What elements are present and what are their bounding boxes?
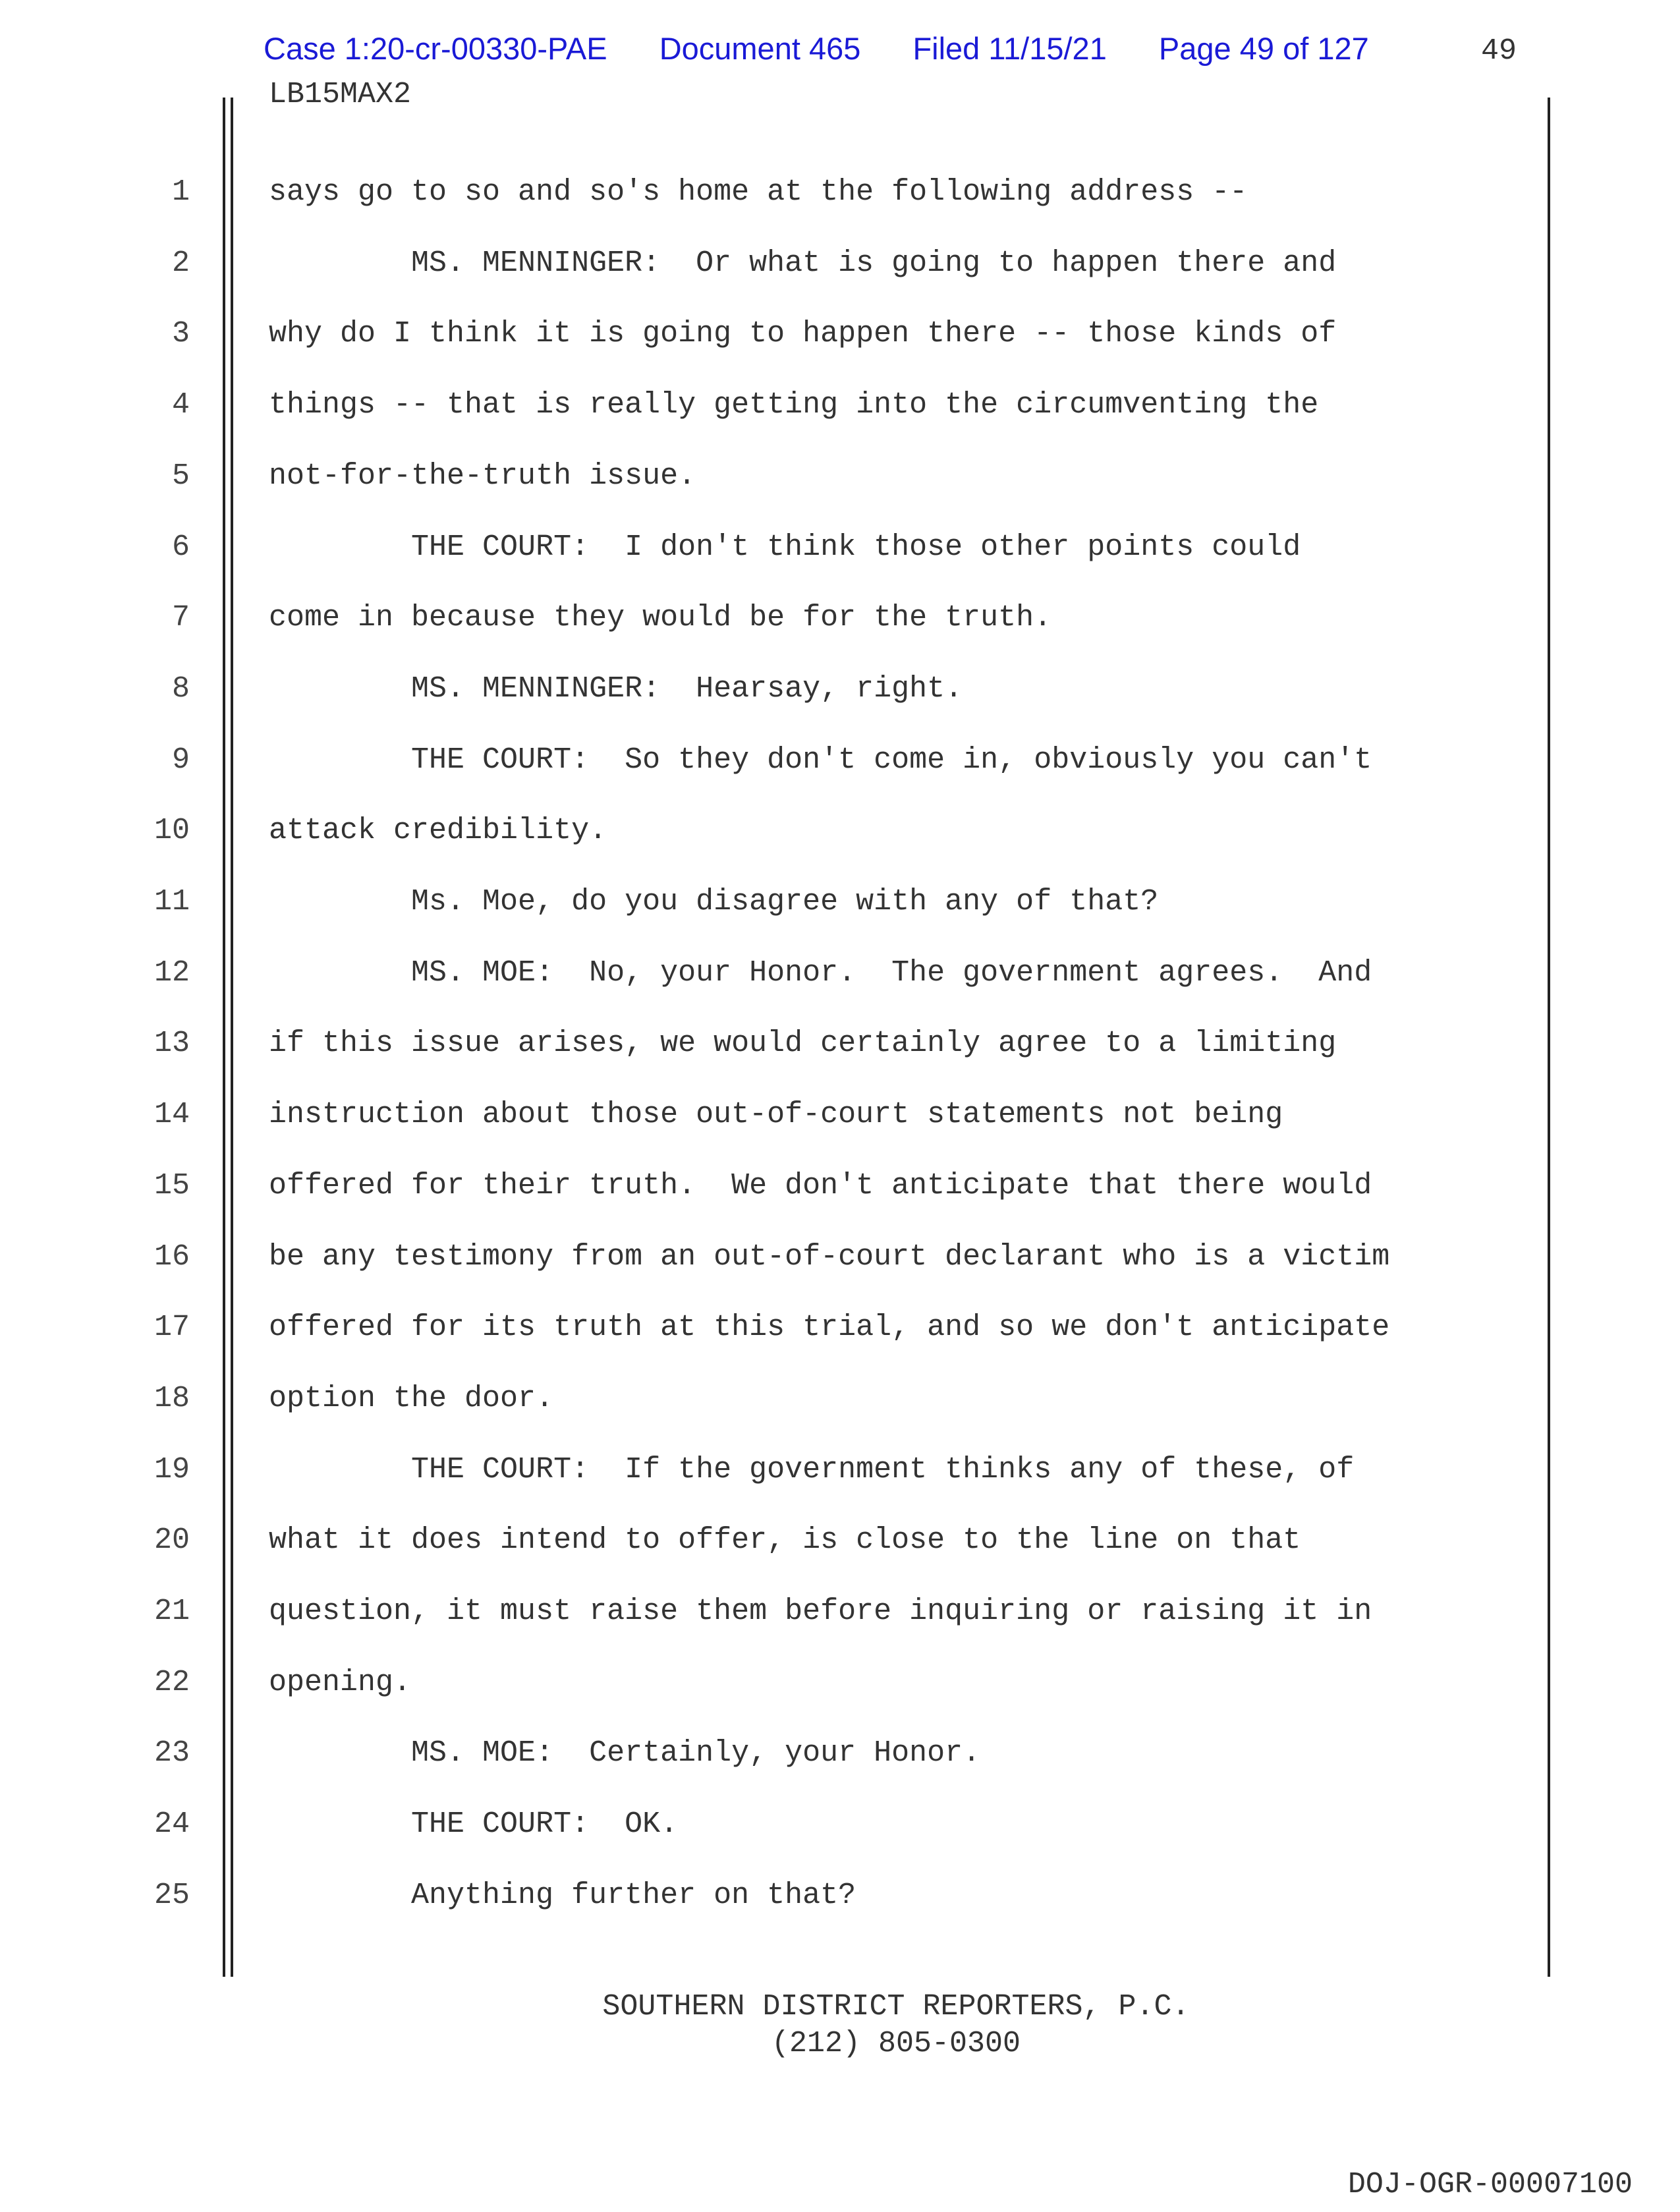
- transcript-line: [0, 1523, 1680, 1563]
- line-text: instruction about those out-of-court statements not being: [269, 1098, 1283, 1131]
- line-text: attack credibility.: [269, 814, 607, 847]
- transcript-id: LB15MAX2: [269, 78, 412, 111]
- transcript-line: [0, 1879, 1680, 1918]
- line-text: Anything further on that?: [269, 1879, 856, 1912]
- transcript-line: [0, 1595, 1680, 1634]
- line-number: 24: [154, 1807, 190, 1841]
- line-number: 9: [171, 743, 190, 777]
- line-number: 19: [154, 1453, 190, 1487]
- line-text: THE COURT: OK.: [269, 1807, 679, 1841]
- line-text: come in because they would be for the truth.: [269, 601, 1052, 635]
- line-number: 23: [154, 1736, 190, 1770]
- transcript-line: [0, 1027, 1680, 1066]
- line-number: 20: [154, 1523, 190, 1557]
- line-text: why do I think it is going to happen there -- those kinds of: [269, 317, 1337, 351]
- line-number: 4: [171, 388, 190, 422]
- line-number: 17: [154, 1311, 190, 1344]
- line-text: MS. MENNINGER: Hearsay, right.: [269, 672, 963, 706]
- line-text: option the door.: [269, 1382, 554, 1415]
- line-text: MS. MOE: Certainly, your Honor.: [269, 1736, 981, 1770]
- line-number: 15: [154, 1169, 190, 1203]
- line-text: MS. MENNINGER: Or what is going to happen there and: [269, 246, 1337, 280]
- ecf-header: [264, 30, 1369, 67]
- transcript-line: [0, 1666, 1680, 1705]
- line-number: 3: [171, 317, 190, 351]
- line-number: 13: [154, 1027, 190, 1060]
- transcript-line: [0, 1098, 1680, 1137]
- line-number: 16: [154, 1240, 190, 1274]
- line-text: THE COURT: I don't think those other points could: [269, 530, 1301, 564]
- line-number: 1: [171, 175, 190, 209]
- transcript-line: [0, 743, 1680, 783]
- page-of-total: Page 49 of 127: [1158, 31, 1369, 66]
- transcript-line: [0, 1311, 1680, 1350]
- case-number: Case 1:20-cr-00330-PAE: [264, 31, 607, 66]
- line-text: THE COURT: If the government thinks any of these, of: [269, 1453, 1355, 1487]
- line-number: 25: [154, 1879, 190, 1912]
- transcript-line: [0, 459, 1680, 499]
- transcript-line: [0, 601, 1680, 640]
- line-number: 21: [154, 1595, 190, 1628]
- filed-date: Filed 11/15/21: [912, 31, 1107, 66]
- transcript-line: [0, 175, 1680, 215]
- reporter-phone: (212) 805-0300: [771, 2027, 1021, 2060]
- line-text: MS. MOE: No, your Honor. The government agrees. And: [269, 956, 1372, 990]
- line-number: 11: [154, 885, 190, 919]
- line-number: 14: [154, 1098, 190, 1131]
- line-number: 2: [171, 246, 190, 280]
- transcript-line: [0, 530, 1680, 570]
- transcript-line: [0, 1169, 1680, 1208]
- transcript-line: [0, 317, 1680, 356]
- line-text: offered for their truth. We don't anticipate that there would: [269, 1169, 1372, 1203]
- transcript-line: [0, 885, 1680, 924]
- line-number: 18: [154, 1382, 190, 1415]
- footer: [0, 1989, 1680, 2062]
- transcript-line: [0, 388, 1680, 428]
- line-number: 5: [171, 459, 190, 493]
- line-text: not-for-the-truth issue.: [269, 459, 696, 493]
- line-number: 8: [171, 672, 190, 706]
- reporter-name: SOUTHERN DISTRICT REPORTERS, P.C.: [602, 1990, 1190, 2024]
- transcript-line: [0, 1453, 1680, 1492]
- transcript-line: [0, 1240, 1680, 1280]
- transcript-line: [0, 1807, 1680, 1847]
- line-text: THE COURT: So they don't come in, obviously you can't: [269, 743, 1372, 777]
- line-number: 7: [171, 601, 190, 635]
- line-number: 22: [154, 1666, 190, 1699]
- line-text: question, it must raise them before inquiring or raising it in: [269, 1595, 1372, 1628]
- line-text: opening.: [269, 1666, 412, 1699]
- document-number: Document 465: [659, 31, 861, 66]
- line-text: Ms. Moe, do you disagree with any of that?: [269, 885, 1159, 919]
- line-text: offered for its truth at this trial, and so we don't anticipate: [269, 1311, 1390, 1344]
- transcript-line: [0, 956, 1680, 996]
- line-number: 10: [154, 814, 190, 847]
- line-text: be any testimony from an out-of-court declarant who is a victim: [269, 1240, 1390, 1274]
- line-number: 6: [171, 530, 190, 564]
- line-text: if this issue arises, we would certainly agree to a limiting: [269, 1027, 1337, 1060]
- transcript-page-number: 49: [1481, 34, 1517, 68]
- line-text: says go to so and so's home at the following address --: [269, 175, 1248, 209]
- line-text: what it does intend to offer, is close to the line on that: [269, 1523, 1301, 1557]
- bates-number: DOJ-OGR-00007100: [1347, 2168, 1633, 2201]
- transcript-line: [0, 1382, 1680, 1421]
- line-number: 12: [154, 956, 190, 990]
- transcript-line: [0, 814, 1680, 853]
- transcript-line: [0, 672, 1680, 712]
- transcript-line: [0, 246, 1680, 286]
- transcript-line: [0, 1736, 1680, 1776]
- line-text: things -- that is really getting into the circumventing the: [269, 388, 1319, 422]
